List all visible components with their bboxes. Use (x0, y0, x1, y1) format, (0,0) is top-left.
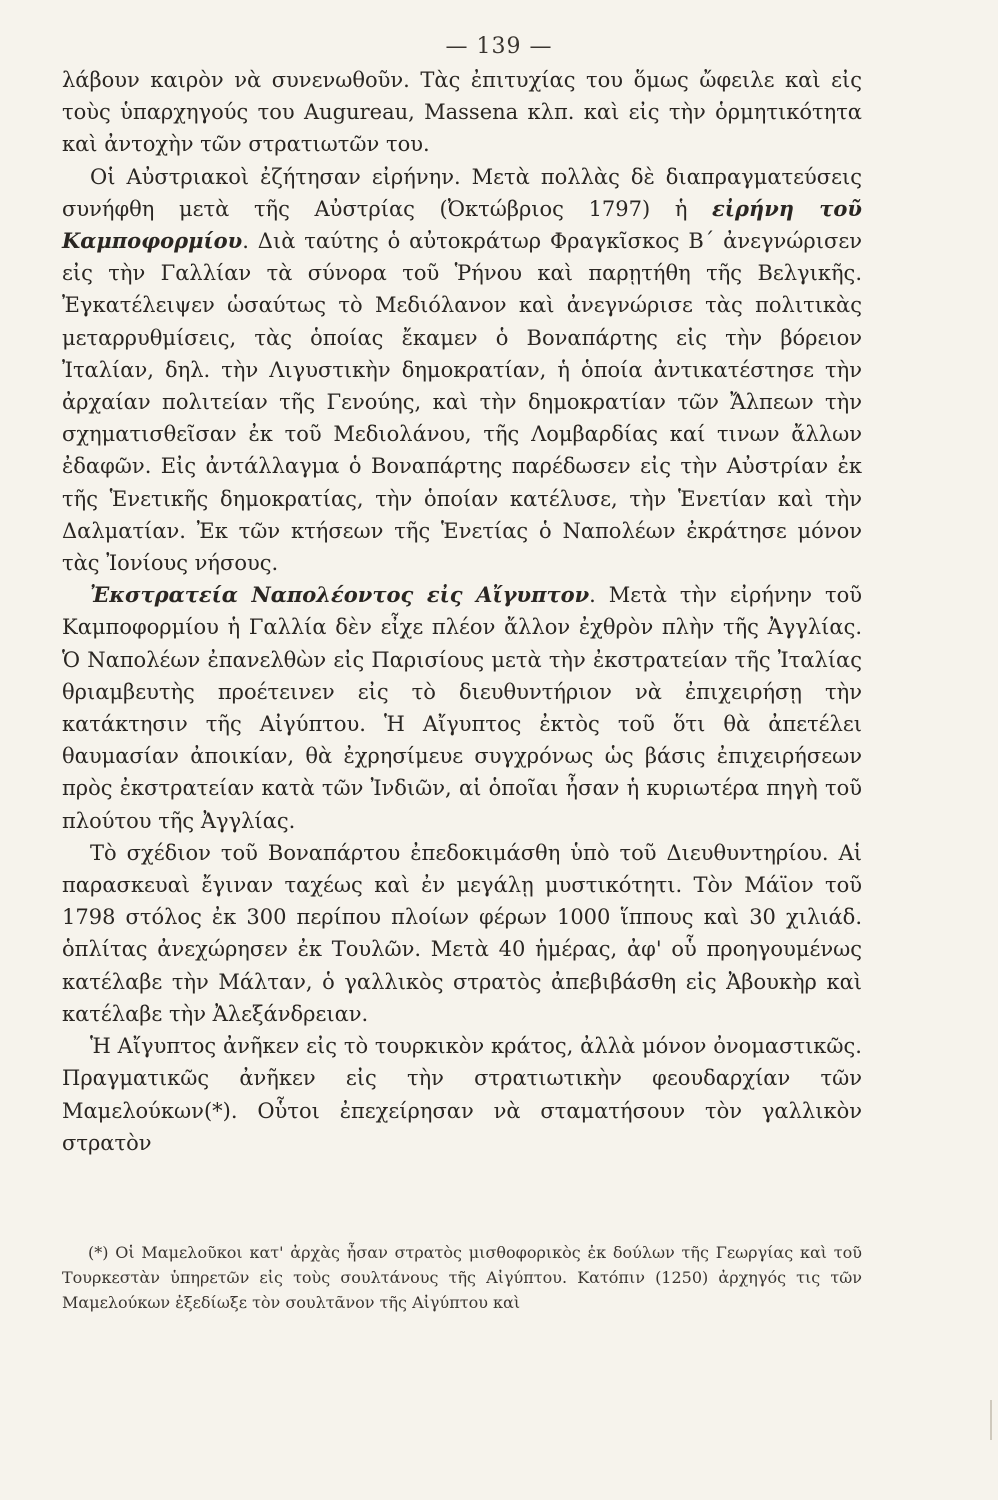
paragraph-5 (62, 1030, 862, 1159)
footnote (62, 1240, 862, 1315)
page-edge-mark (990, 1400, 992, 1440)
paragraph-3-text: . Μετὰ τὴν εἰρήνην τοῦ Καμποφορμίου ἡ Γαλλία δὲν εἶχε πλέον ἄλλον ἐχθρὸν πλὴν τῆς Ἀγγλίας. Ὁ Ναπολέων ἐπανελθὼν εἰς Παρισίους μετὰ τὴν ἐκστρατείαν τῆς Ἰταλίας θριαμβευτὴς προέτεινεν εἰς τὸ διευθυντήριον νὰ ἐπιχειρήσῃ τὴν κατάκτησιν τῆς Αἰγύπτου. Ἡ Αἴγυπτος ἐκτὸς τοῦ ὅτι θὰ ἀπετέλει θαυμασίαν ἀποικίαν, θὰ ἐχρησίμευε συγχρόνως ὡς βάσις ἐπιχειρήσεων πρὸς ἐκστρατείαν κατὰ τῶν Ἰνδιῶν, αἱ ὁποῖαι ἦσαν ἡ κυριωτέρα πηγὴ τοῦ πλούτου τῆς Ἀγγλίας. (62, 583, 862, 833)
paragraph-5-text: Ἡ Αἴγυπτος ἀνῆκεν εἰς τὸ τουρκικὸν κράτος, ἀλλὰ μόνον ὀνομαστικῶς. Πραγματικῶς ἀνῆκεν εἰς τὴν στρατιωτικὴν φεουδαρχίαν τῶν Μαμελούκων(*). Οὗτοι ἐπεχείρησαν νὰ σταματήσουν τὸν γαλλικὸν στρατὸν (62, 1034, 862, 1155)
paragraph-4-text: Τὸ σχέδιον τοῦ Βοναπάρτου ἐπεδοκιμάσθη ὑπὸ τοῦ Διευθυντηρίου. Αἱ παρασκευαὶ ἔγιναν ταχέως καὶ ἐν μεγάλῃ μυστικότητι. Τὸν Μάϊον τοῦ 1798 στόλος ἐκ 300 περίπου πλοίων φέρων 1000 ἵππους καὶ 30 χιλιάδ. ὁπλίτας ἀνεχώρησεν ἐκ Τουλῶν. Μετὰ 40 ἡμέρας, ἀφ' οὗ προηγουμένως κατέλαβε τὴν Μάλταν, ὁ γαλλικὸς στρατὸς ἀπεβιβάσθη εἰς Ἀβουκὴρ καὶ κατέλαβε τὴν Ἀλεξάνδρειαν. (62, 840, 862, 1026)
paragraph-2 (62, 161, 862, 580)
paragraph-2-text-a: Οἱ Αὐστριακοὶ ἐζήτησαν εἰρήνην. Μετὰ πολλὰς δὲ διαπραγματεύσεις συνήφθη μετὰ τῆς Αὐστρίας (Ὀκτώβριος 1797) ἡ (62, 164, 862, 221)
paragraph-3 (62, 579, 862, 837)
egypt-expedition-heading: Ἐκστρατεία Ναπολέοντος εἰς Αἴγυπτον (90, 582, 590, 608)
paragraph-4 (62, 837, 862, 1030)
page-number: — 139 — (445, 34, 553, 59)
paragraph-1 (62, 64, 862, 161)
paragraph-2-text-b: . Διὰ ταύτης ὁ αὐτοκράτωρ Φραγκῖσκος Β΄ ἀνεγνώρισεν εἰς τὴν Γαλλίαν τὰ σύνορα τοῦ Ῥήνου καὶ παρῃτήθη τῆς Βελγικῆς. Ἐγκατέλειψεν ὡσαύτως τὸ Μεδιόλανον καὶ ἀνεγνώρισε τὰς πολιτικὰς μεταρρυθμίσεις, τὰς ὁποίας ἔκαμεν ὁ Βοναπάρτης εἰς τὴν βόρειον Ἰταλίαν, δηλ. τὴν Λιγυστικὴν δημοκρατίαν, ἡ ὁποία ἀντικατέστησε τὴν ἀρχαίαν πολιτείαν τῆς Γενούης, καὶ τὴν δημοκρατίαν τῶν Ἄλπεων τὴν σχηματισθεῖσαν ἐκ τοῦ Μεδιολάνου, τῆς Λομβαρδίας καί τινων ἄλλων ἐδαφῶν. Εἰς ἀντάλλαγμα ὁ Βοναπάρτης παρέδωσεν εἰς τὴν Αὐστρίαν ἐκ τῆς Ἑνετικῆς δημοκρατίας, τὴν ὁποίαν κατέλυσε, τὴν Ἑνετίαν καὶ τὴν Δαλματίαν. Ἐκ τῶν κτήσεων τῆς Ἑνετίας ὁ Ναπολέων ἐκράτησε μόνον τὰς Ἰονίους νήσους. (62, 229, 862, 576)
main-text (62, 64, 862, 1159)
footnote-text: (*) Οἱ Μαμελοῦκοι κατ' ἀρχὰς ἦσαν στρατὸς μισθοφορικὸς ἐκ δούλων τῆς Γεωργίας καὶ τοῦ Τουρκεστὰν ὑπηρετῶν εἰς τοὺς σουλτάνους τῆς Αἰγύπτου. Κατόπιν (1250) ἀρχηγός τις τῶν Μαμελούκων ἐξεδίωξε τὸν σουλτᾶνον τῆς Αἰγύπτου καὶ (62, 1243, 862, 1312)
treaty-campo-formio-heading: εἰρήνη τοῦ Καμποφορμίου (62, 195, 862, 254)
paragraph-1-text: λάβουν καιρὸν νὰ συνενωθοῦν. Τὰς ἐπιτυχίας του ὅμως ὤφειλε καὶ εἰς τοὺς ὑπαρχηγούς του Augureau, Massena κλπ. καὶ εἰς τὴν ὁρμητικότητα καὶ ἀντοχὴν τῶν στρατιωτῶν του. (62, 68, 862, 157)
